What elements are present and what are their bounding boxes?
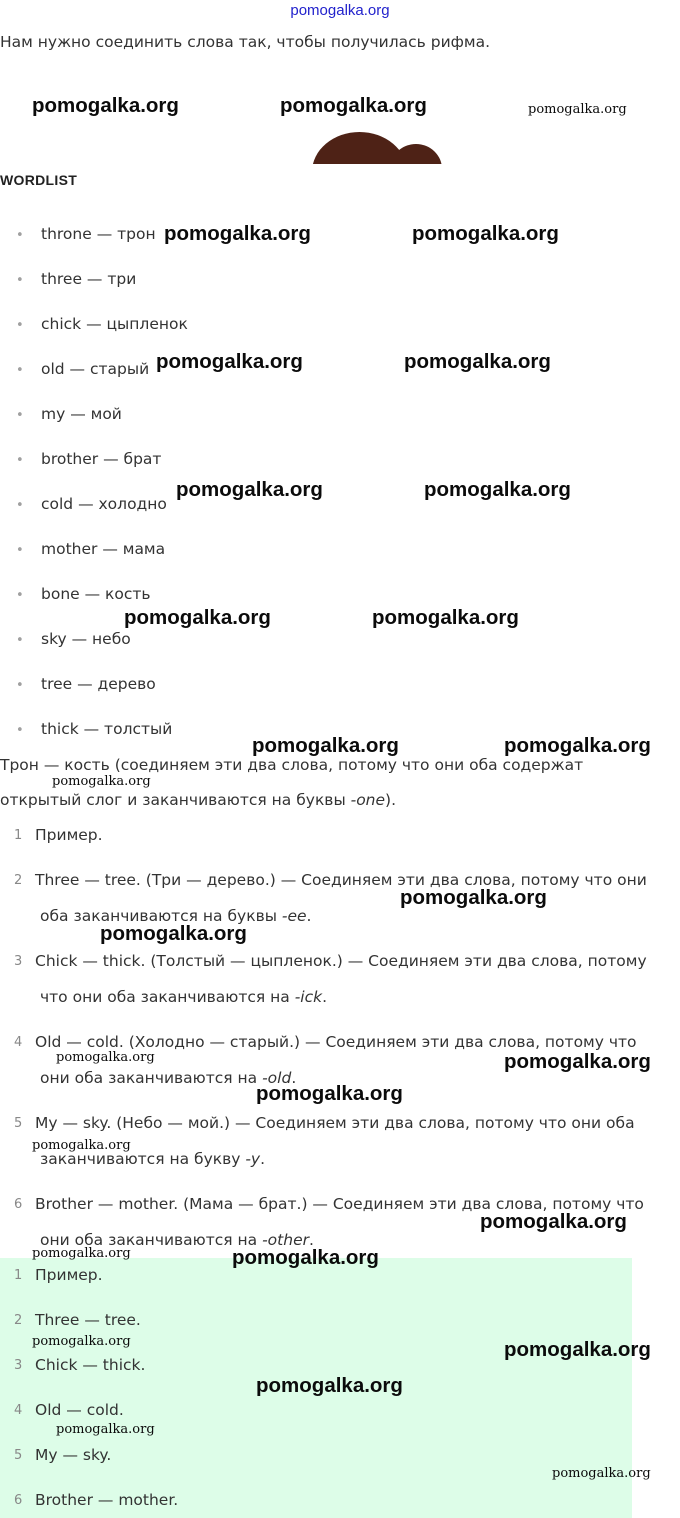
example-item-continuation: что они оба заканчиваются на -ick. — [40, 988, 328, 1006]
word-item: • throne — трон — [16, 225, 156, 243]
word-item: • old — старый — [16, 360, 150, 378]
example-item: Brother — mother. (Мама — брат.) — Соединяем эти два слова, потому что — [35, 1195, 644, 1213]
word-item: • brother — брат — [16, 450, 162, 468]
watermark: pomogalka.org — [56, 1050, 155, 1065]
watermark: pomogalka.org — [176, 478, 323, 501]
example-item: Three — tree. (Три — дерево.) — Соединяем эти два слова, потому что они — [35, 871, 647, 889]
watermark: pomogalka.org — [504, 734, 651, 757]
watermark: pomogalka.org — [156, 350, 303, 373]
watermark: pomogalka.org — [504, 1338, 651, 1361]
word-item: • three — три — [16, 270, 137, 288]
watermark: pomogalka.org — [56, 1422, 155, 1437]
answer-item: Chick — thick. — [35, 1356, 146, 1374]
watermark: pomogalka.org — [232, 1246, 379, 1269]
example-item: Old — cold. (Холодно — старый.) — Соединяем эти два слова, потому что — [35, 1033, 637, 1051]
word-item: • tree — дерево — [16, 675, 156, 693]
list-number: 3 — [14, 954, 23, 969]
watermark: pomogalka.org — [32, 1246, 131, 1261]
example-item-continuation: они оба заканчиваются на -other. — [40, 1231, 314, 1249]
explanation-paragraph: Трон — кость (соединяем эти два слова, потому что они оба содержат открытый слог и заканчиваются на буквы -one). — [0, 756, 584, 809]
watermark: pomogalka.org — [552, 1466, 651, 1481]
watermark: pomogalka.org — [32, 94, 179, 117]
watermark: pomogalka.org — [32, 1334, 131, 1349]
example-item-continuation: оба заканчиваются на буквы -ee. — [40, 907, 312, 925]
answer-item: Old — cold. — [35, 1401, 124, 1419]
word-item: • my — мой — [16, 405, 122, 423]
list-number: 4 — [14, 1035, 23, 1050]
list-number: 1 — [14, 1268, 23, 1283]
illustration-fragment — [312, 126, 442, 164]
list-number: 6 — [14, 1493, 23, 1508]
list-number: 6 — [14, 1197, 23, 1212]
watermark: pomogalka.org — [412, 222, 559, 245]
word-item: • bone — кость — [16, 585, 151, 603]
watermark: pomogalka.org — [256, 1374, 403, 1397]
watermark: pomogalka.org — [400, 886, 547, 909]
list-number: 5 — [14, 1116, 23, 1131]
example-item-continuation: они оба заканчиваются на -old. — [40, 1069, 297, 1087]
watermark: pomogalka.org — [372, 606, 519, 629]
watermark: pomogalka.org — [164, 222, 311, 245]
watermark: pomogalka.org — [404, 350, 551, 373]
watermark: pomogalka.org — [124, 606, 271, 629]
word-item: • sky — небо — [16, 630, 131, 648]
answer-item: My — sky. — [35, 1446, 112, 1464]
watermark: pomogalka.org — [280, 94, 427, 117]
watermark: pomogalka.org — [100, 922, 247, 945]
example-item: My — sky. (Небо — мой.) — Соединяем эти два слова, потому что они оба — [35, 1114, 635, 1132]
watermark: pomogalka.org — [504, 1050, 651, 1073]
watermark: pomogalka.org — [424, 478, 571, 501]
word-item: • thick — толстый — [16, 720, 173, 738]
watermark: pomogalka.org — [252, 734, 399, 757]
example-item: Chick — thick. (Толстый — цыпленок.) — Соединяем эти два слова, потому — [35, 952, 647, 970]
watermark: pomogalka.org — [528, 102, 627, 117]
watermark: pomogalka.org — [32, 1138, 131, 1153]
list-number: 3 — [14, 1358, 23, 1373]
intro-text: Нам нужно соединить слова так, чтобы получилась рифма. — [0, 33, 491, 51]
wordlist-heading: WORDLIST — [0, 172, 78, 188]
list-number: 1 — [14, 828, 23, 843]
answer-item: Пример. — [35, 1266, 103, 1284]
answer-item: Three — tree. — [35, 1311, 141, 1329]
word-item: • cold — холодно — [16, 495, 167, 513]
word-item: • mother — мама — [16, 540, 166, 558]
list-number: 5 — [14, 1448, 23, 1463]
list-number: 2 — [14, 1313, 23, 1328]
example-item-continuation: заканчиваются на букву -y. — [40, 1150, 266, 1168]
word-item: • chick — цыпленок — [16, 315, 188, 333]
list-number: 4 — [14, 1403, 23, 1418]
watermark: pomogalka.org — [480, 1210, 627, 1233]
watermark: pomogalka.org — [52, 774, 151, 789]
watermark: pomogalka.org — [256, 1082, 403, 1105]
example-item: Пример. — [35, 826, 103, 844]
list-number: 2 — [14, 873, 23, 888]
answer-item: Brother — mother. — [35, 1491, 179, 1509]
site-label: pomogalka.org — [290, 2, 390, 19]
